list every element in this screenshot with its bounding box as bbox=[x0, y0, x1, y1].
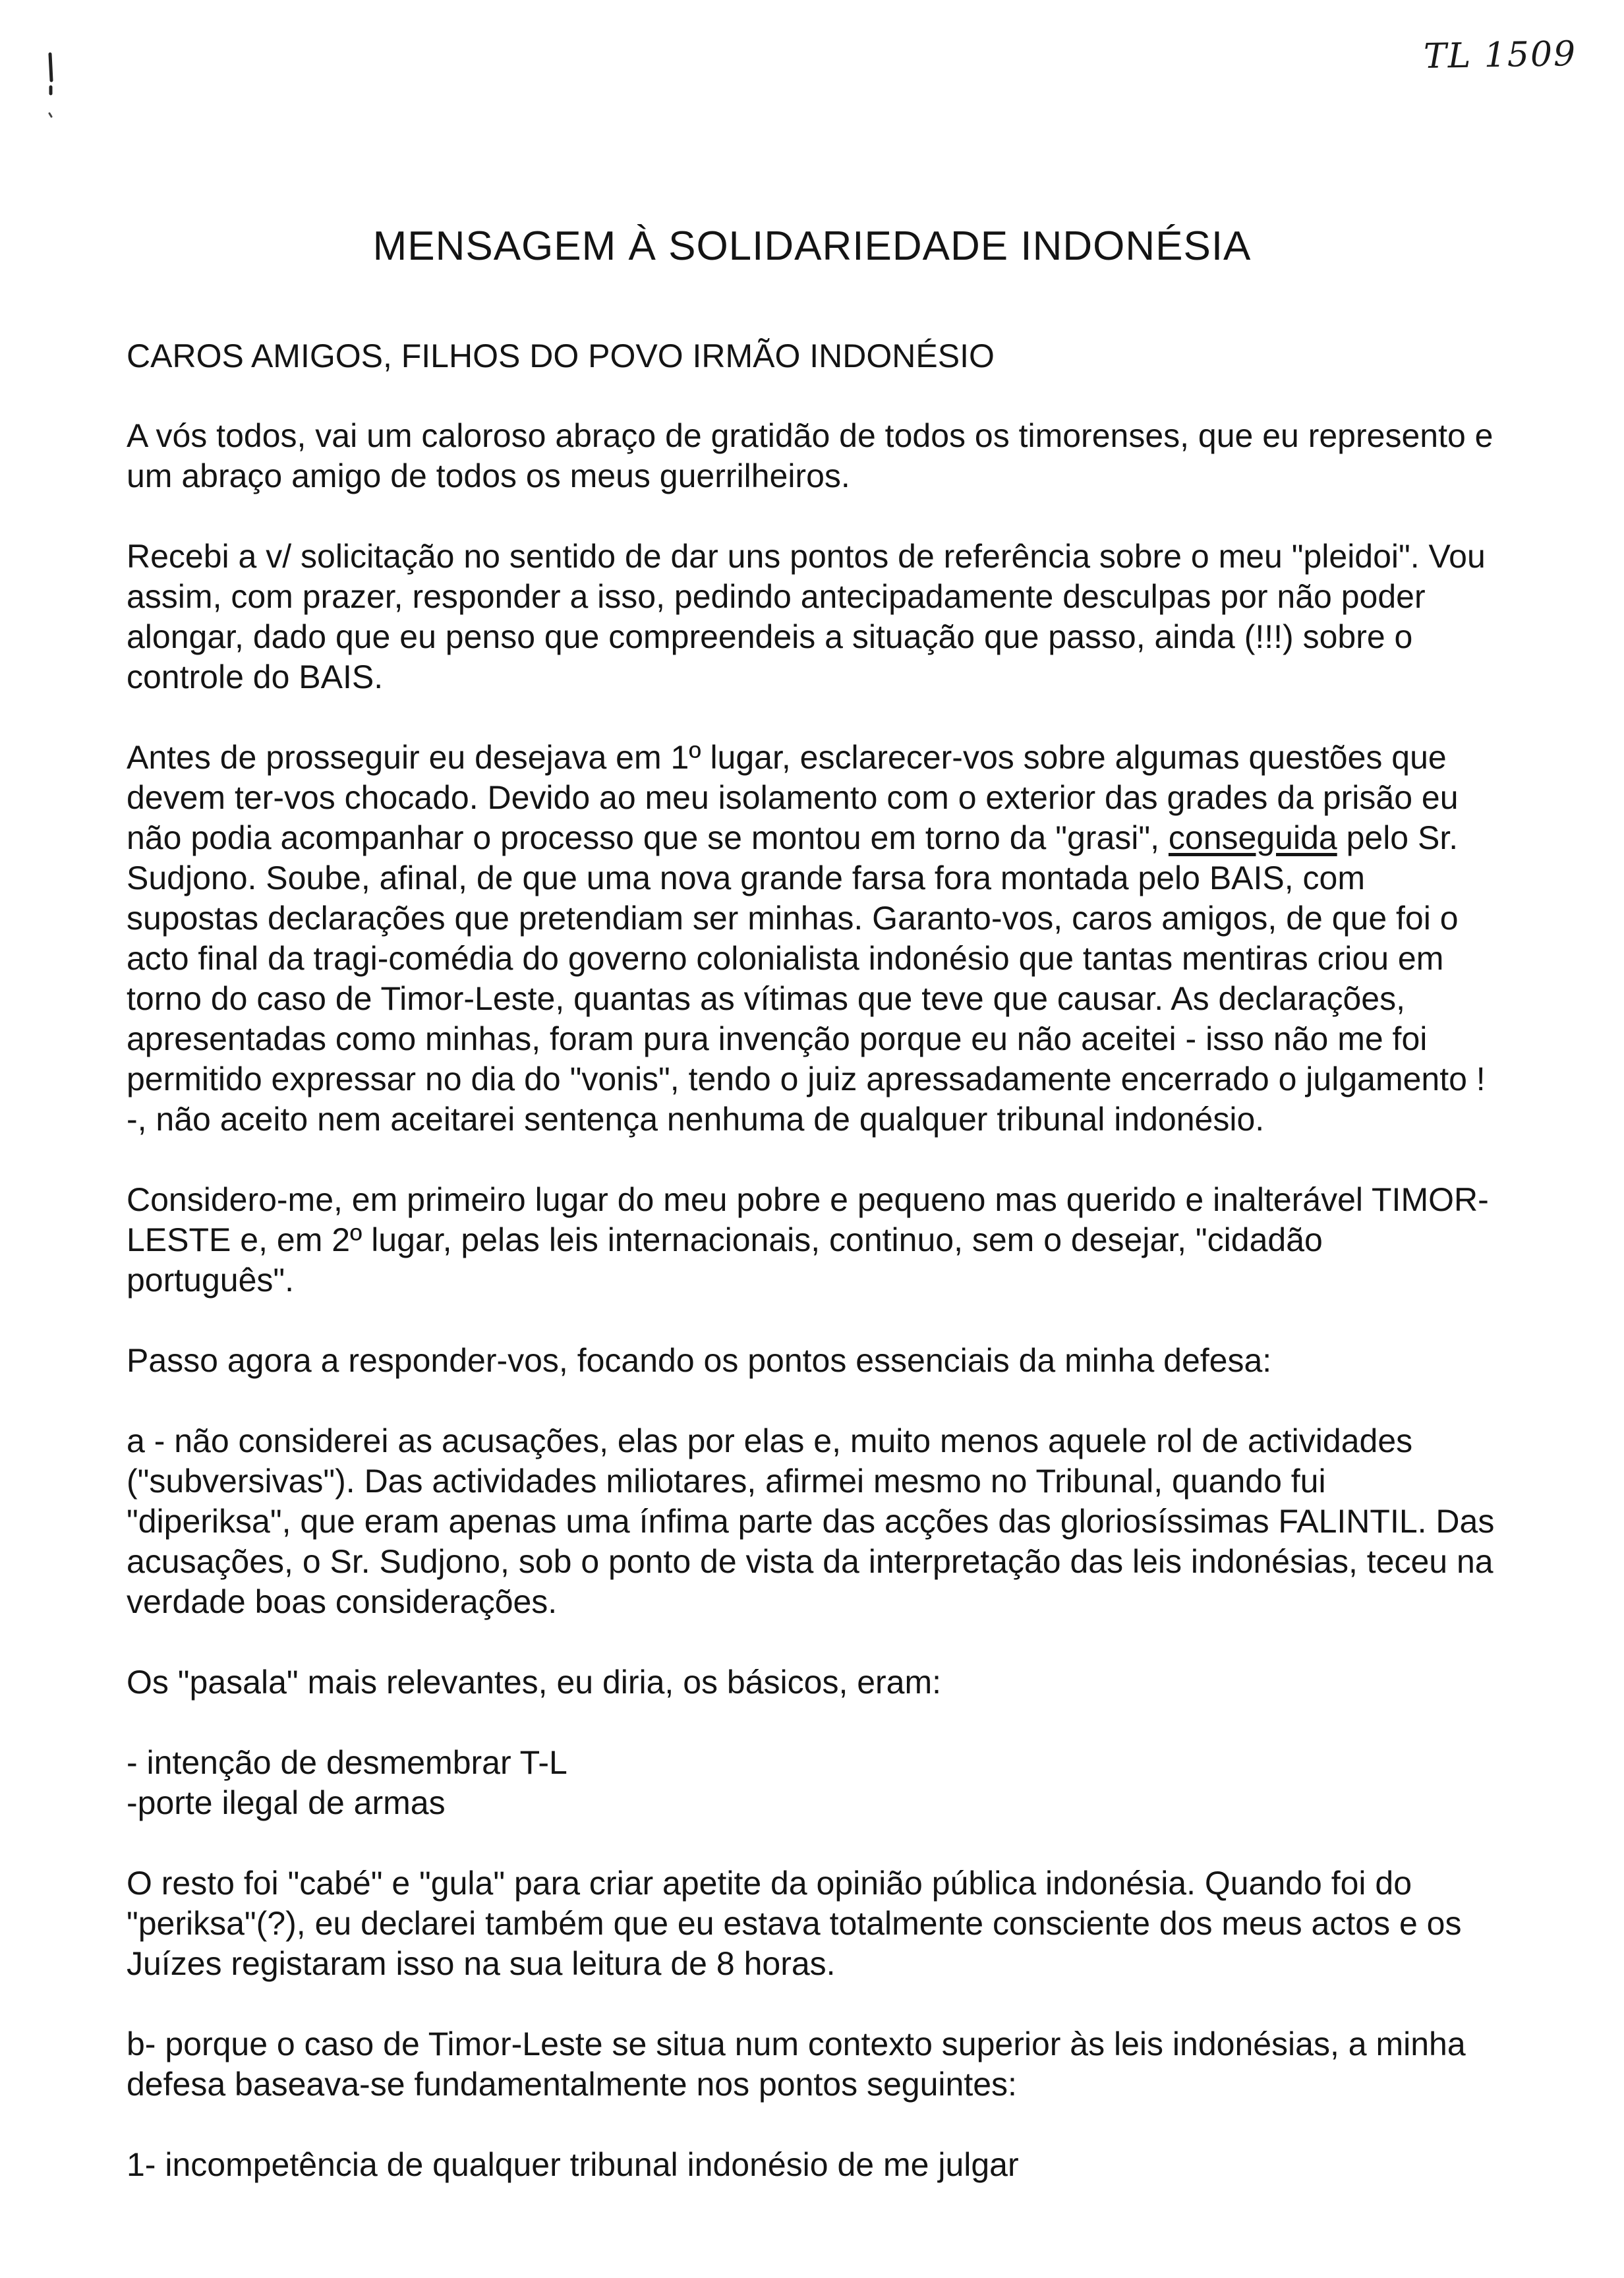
paragraph-clarification bbox=[127, 738, 1497, 1140]
document-title: MENSAGEM À SOLIDARIEDADE INDONÉSIA bbox=[372, 223, 1252, 269]
list-item: - intenção de desmembrar T-L bbox=[127, 1744, 567, 1781]
paragraph-gratitude: A vós todos, vai um caloroso abraço de gratidão de todos os timorenses, que eu represento e um abraço amigo de todos os meus guerrilheiros. bbox=[127, 417, 1494, 494]
salutation: CAROS AMIGOS, FILHOS DO POVO IRMÃO INDONÉSIO bbox=[127, 337, 995, 374]
paragraph-charges-intro: Os "pasala" mais relevantes, eu diria, os básicos, eram: bbox=[127, 1664, 942, 1701]
paragraph-defense-intro: Passo agora a responder-vos, focando os pontos essenciais da minha defesa: bbox=[127, 1342, 1272, 1379]
paragraph-point-1: 1- incompetência de qualquer tribunal indonésio de me julgar bbox=[127, 2146, 1019, 2183]
paragraph-point-a: a - não considerei as acusações, elas por elas e, muito menos aquele rol de actividades ("subversivas"). Das actividades miliotares, afirmei mesmo no Tribunal, quando fui "diperiksa", que eram apenas uma ínfima parte das acções das gloriosíssimas FALINTIL. Das acusações, o Sr. Sudjono, sob o ponto de vista da interpretação das leis indonésias, teceu na verdade boas considerações. bbox=[127, 1422, 1495, 1620]
paragraph-request: Recebi a v/ solicitação no sentido de dar uns pontos de referência sobre o meu "pleidoi". Vou assim, com prazer, responder a isso, pedindo antecipadamente desculpas por não poder alongar, dado que eu penso que compreendeis a situação que passo, ainda (!!!) sobre o controle do BAIS. bbox=[127, 538, 1486, 695]
margin-pen-marks bbox=[44, 50, 57, 129]
paragraph-citizenship: Considero-me, em primeiro lugar do meu pobre e pequeno mas querido e inalterável TIMOR-LESTE e, em 2º lugar, pelas leis internacionais, continuo, sem o desejar, "cidadão português". bbox=[127, 1181, 1489, 1299]
paragraph-clarification-part-2: pelo Sr. Sudjono. Soube, afinal, de que uma nova grande farsa fora montada pelo BAIS, com supostas declarações que pretendiam ser minhas. Garanto-vos, caros amigos, de que foi o acto final da tragi-comédia do governo colonialista indonésio que tantas mentiras criou em torno do caso de Timor-Leste, quantas as vítimas que teve que causar. As declarações, apresentadas como minhas, foram pura invenção porque eu não aceitei - isso não me foi permitido expressar no dia do "vonis", tendo o juiz apressadamente encerrado o julgamento ! -, não aceito nem aceitarei sentença nenhuma de qualquer tribunal indonésio. bbox=[127, 819, 1486, 1138]
paragraph-clarification-part-1: Antes de prosseguir eu desejava em 1º lugar, esclarecer-vos sobre algumas questões que devem ter-vos chocado. Devido ao meu isolamento com o exterior das grades da prisão eu não podia acompanhar o processo que se montou em torno da "grasi", bbox=[127, 739, 1459, 856]
handwritten-reference-number: TL 1509 bbox=[1423, 34, 1577, 77]
paragraph-remaining-charges: O resto foi "cabé" e "gula" para criar apetite da opinião pública indonésia. Quando foi do "periksa"(?), eu declarei também que eu estava totalmente consciente dos meus actos e os Juízes registaram isso na sua leitura de 8 horas. bbox=[127, 1865, 1462, 1982]
underlined-word: conseguida bbox=[1168, 819, 1337, 856]
paragraph-point-b: b- porque o caso de Timor-Leste se situa num contexto superior às leis indonésias, a minha defesa baseava-se fundamentalmente nos pontos seguintes: bbox=[127, 2026, 1466, 2103]
document-body bbox=[127, 336, 1497, 2185]
list-item: -porte ilegal de armas bbox=[127, 1784, 446, 1821]
